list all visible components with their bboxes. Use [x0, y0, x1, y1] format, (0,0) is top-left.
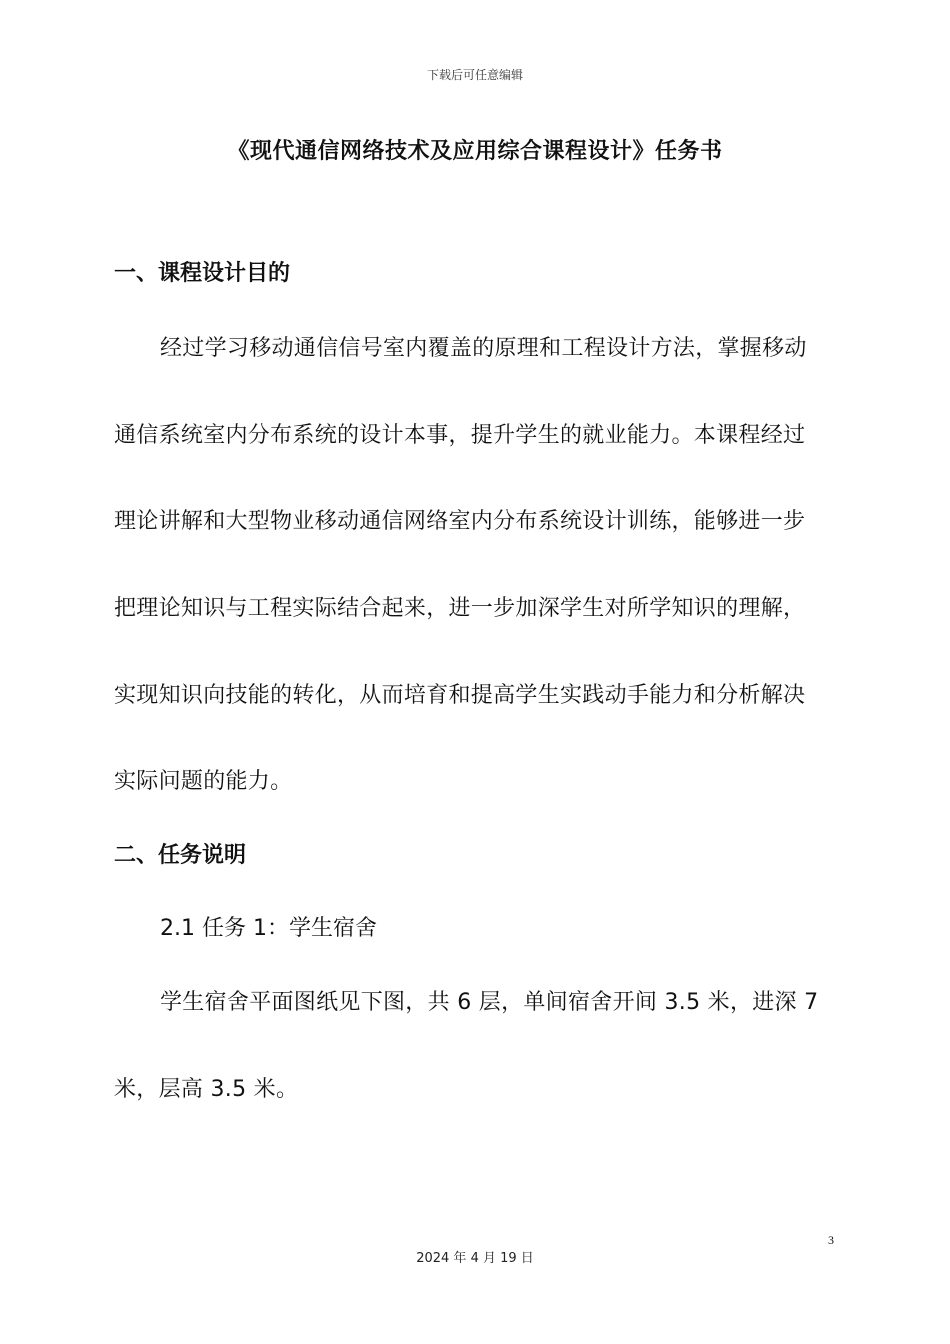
subsection-heading: 2.1 任务 1：学生宿舍 — [160, 916, 377, 941]
paragraph-line: 把理论知识与工程实际结合起来，进一步加深学生对所学知识的理解， — [114, 596, 806, 621]
section-heading-task: 二、任务说明 — [114, 843, 247, 868]
paragraph-line: 实际问题的能力。 — [114, 769, 293, 794]
section-heading-purpose: 一、课程设计目的 — [114, 261, 291, 286]
paragraph-line: 经过学习移动通信信号室内覆盖的原理和工程设计方法，掌握移动 — [160, 336, 807, 361]
document-title: 《现代通信网络技术及应用综合课程设计》任务书 — [227, 139, 723, 164]
paragraph-line: 理论讲解和大型物业移动通信网络室内分布系统设计训练，能够进一步 — [114, 509, 806, 534]
footer-date: 2024 年 4 月 19 日 — [416, 1251, 534, 1266]
header-note: 下载后可任意编辑 — [426, 68, 523, 82]
paragraph-line: 学生宿舍平面图纸见下图，共 6 层，单间宿舍开间 3.5 米，进深 7 — [160, 990, 819, 1015]
page-number: 3 — [828, 1233, 834, 1247]
paragraph-line: 实现知识向技能的转化，从而培育和提高学生实践动手能力和分析解决 — [114, 683, 806, 708]
paragraph-line: 米，层高 3.5 米。 — [114, 1077, 299, 1102]
paragraph-line: 通信系统室内分布系统的设计本事，提升学生的就业能力。本课程经过 — [114, 423, 806, 448]
